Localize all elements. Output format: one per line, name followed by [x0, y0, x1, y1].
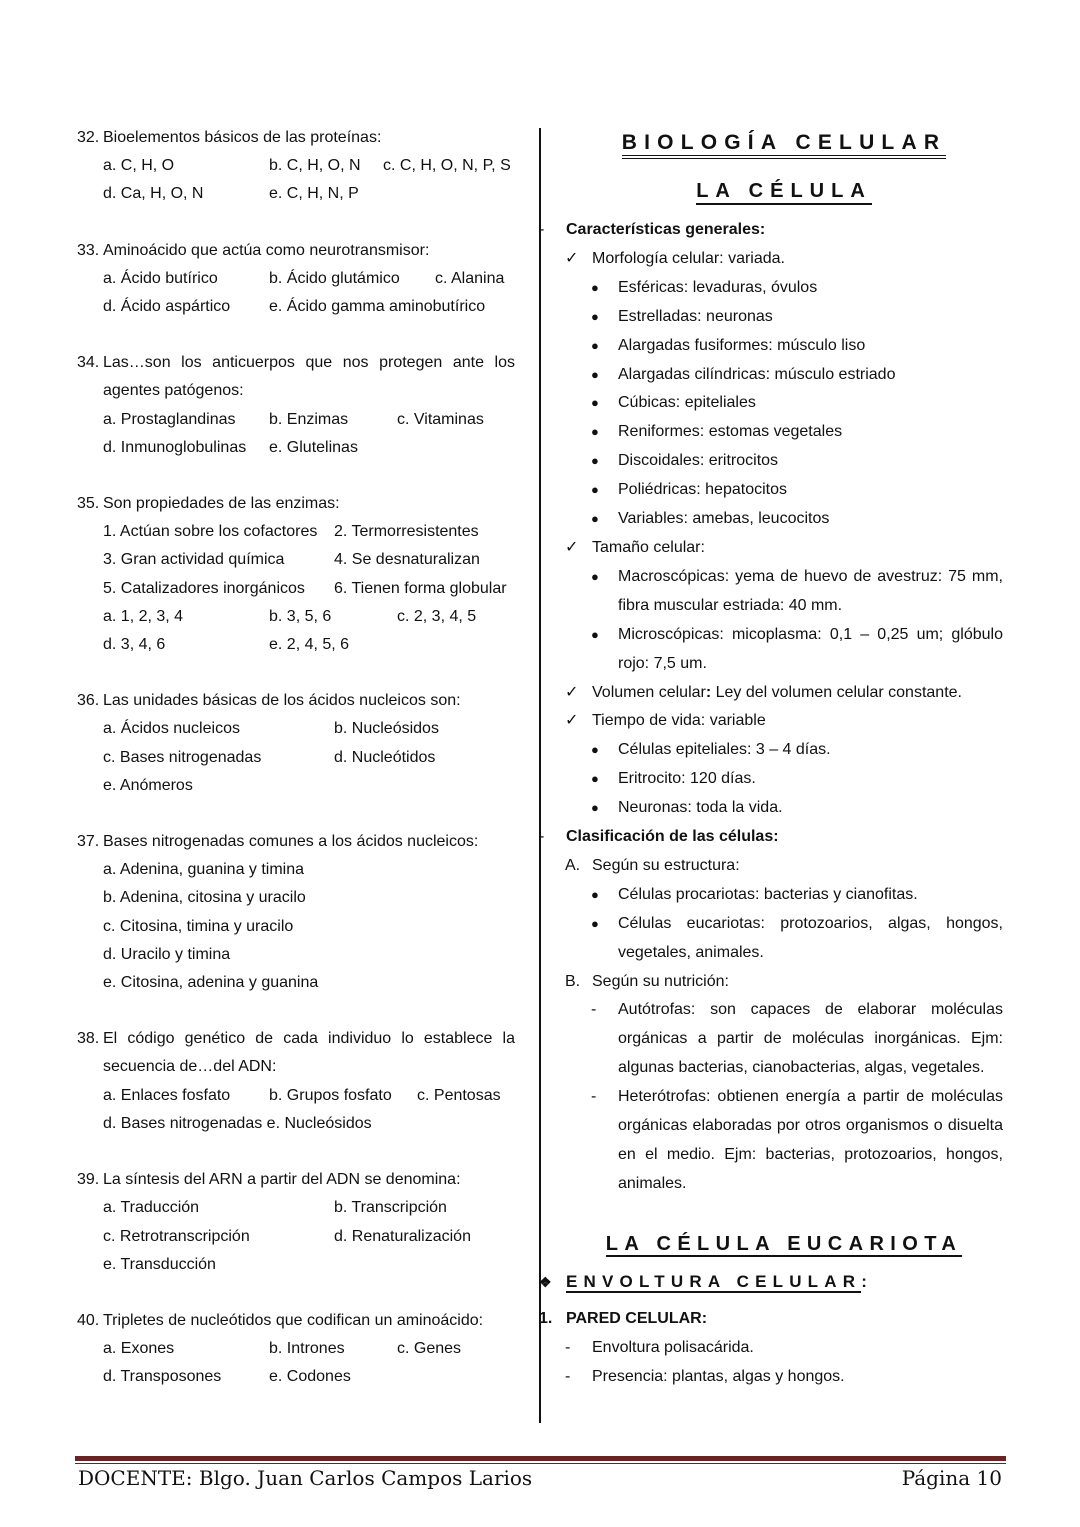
option: d. Transposones [103, 1368, 222, 1386]
option: d. Bases nitrogenadas e. Nucleósidos [103, 1114, 372, 1132]
list-item [565, 274, 1003, 303]
list-item [565, 765, 1003, 794]
volumen-label: Volumen celular [592, 683, 706, 701]
item-text: Presencia: plantas, algas y hongos. [592, 1367, 845, 1385]
question-number: 32. [77, 129, 100, 146]
list-item [565, 1334, 1003, 1363]
bullet-icon: ● [591, 337, 599, 353]
bullet-icon: ● [591, 915, 599, 931]
check-icon: ✓ [565, 712, 579, 730]
question-number: 40. [77, 1311, 100, 1329]
bullet-icon: ● [591, 395, 599, 411]
option: b. C, H, O, N [269, 157, 361, 175]
question-33 [77, 237, 515, 322]
notes-column [539, 124, 1003, 1392]
item-text: Heterótrofas: obtienen energía a partir de moléculas orgánicas elaboradas por otros organismos o disuelta en el medio. Ejm: bacterias, protozoarios, hongos, animales. [618, 1088, 1003, 1192]
list-item [565, 534, 1003, 563]
option: a. Ácidos nucleicos [103, 720, 240, 738]
subsection-title-text: ENVOLTURA CELULAR [566, 1271, 862, 1291]
page-title-text: BIOLOGÍA CELULAR [622, 131, 946, 159]
option: a. Adenina, guanina y timina [103, 861, 305, 879]
option: d. Nucleótidos [334, 748, 436, 766]
list-item [565, 332, 1003, 361]
question-36 [77, 687, 515, 800]
question-38 [77, 1025, 515, 1138]
option: a. 1, 2, 3, 4 [103, 607, 184, 625]
bullet-icon: ● [591, 482, 599, 498]
page-title [565, 128, 1003, 158]
section-title-text: LA CÉLULA [696, 180, 872, 205]
question-stem: Las unidades básicas de los ácidos nucleicos son: [103, 692, 461, 710]
item-text: Envoltura polisacárida. [592, 1338, 754, 1356]
list-item [565, 852, 1003, 881]
volumen-colon: : [705, 683, 712, 701]
option: a. Traducción [103, 1199, 200, 1217]
dash-icon: - [591, 1088, 597, 1106]
footer-author: DOCENTE: Blgo. Juan Carlos Campos Larios [78, 1466, 533, 1490]
question-stem: Aminoácido que actúa como neurotransmisor: [103, 241, 430, 259]
letter-marker: B. [565, 972, 581, 990]
list-item [565, 245, 1003, 274]
subsection-colon: : [861, 1271, 874, 1291]
option: b. Adenina, citosina y uracilo [103, 889, 306, 907]
check-icon: ✓ [565, 683, 579, 701]
item-text: Discoidales: eritrocitos [618, 452, 779, 470]
option: d. Ácido aspártico [103, 298, 231, 316]
section-title-eucariota [565, 1229, 1003, 1259]
list-item [565, 447, 1003, 476]
dash-icon: - [539, 221, 545, 238]
option: d. Uracilo y timina [103, 945, 231, 963]
tiempo-list [565, 736, 1003, 823]
option: b. Grupos fosfato [269, 1086, 392, 1104]
question-stem: Bioelementos básicos de las proteínas: [103, 129, 382, 146]
morfologia-list [565, 274, 1003, 534]
item-text: Microscópicas: micoplasma: 0,1 – 0,25 um; glóbulo rojo: 7,5 um. [618, 625, 1003, 672]
list-item [565, 736, 1003, 765]
item-text: Eritrocito: 120 días. [618, 770, 756, 788]
item-text: Reniformes: estomas vegetales [618, 423, 843, 441]
list-item [565, 476, 1003, 505]
question-number: 38. [77, 1030, 100, 1048]
list-item [565, 968, 1003, 997]
question-stem-line1: Las…son los anticuerpos que nos protegen ante los [103, 354, 515, 372]
dash-icon: - [591, 1001, 597, 1019]
option: b. Nucleósidos [334, 720, 439, 738]
question-stem: La síntesis del ARN a partir del ADN se denomina: [103, 1171, 461, 1189]
option: e. Citosina, adenina y guanina [103, 974, 319, 992]
list-item [565, 563, 1003, 621]
bullet-icon: ● [591, 771, 599, 787]
option: e. Codones [269, 1368, 351, 1386]
bullet-icon: ● [591, 279, 599, 295]
list-item [565, 361, 1003, 390]
item-text: Alargadas cilíndricas: músculo estriado [618, 365, 896, 383]
question-number: 35. [77, 495, 100, 513]
question-34 [77, 349, 515, 462]
option: c. 2, 3, 4, 5 [397, 607, 477, 625]
option: b. Intrones [269, 1340, 345, 1358]
option: b. 3, 5, 6 [269, 607, 332, 625]
question-39 [77, 1166, 515, 1279]
question-number: 36. [77, 692, 100, 710]
bullet-icon: ● [591, 308, 599, 324]
option: a. Prostaglandinas [103, 410, 236, 428]
item-text: Células eucariotas: protozoarios, algas, hongos, vegetales, animales. [618, 914, 1003, 961]
number-marker: 1. [539, 1309, 553, 1327]
option: c. Pentosas [417, 1086, 501, 1104]
list-item [565, 1363, 1003, 1392]
question-stem-line2: secuencia de…del ADN: [103, 1058, 277, 1076]
question-number: 33. [77, 241, 100, 259]
option: d. Inmunoglobulinas [103, 438, 247, 456]
list-item [565, 505, 1003, 534]
option: d. 3, 4, 6 [103, 636, 166, 654]
heading-caracteristicas [539, 216, 1003, 245]
item-text: Células procariotas: bacterias y cianofitas. [618, 885, 918, 903]
question-number: 39. [77, 1171, 100, 1189]
item-text: Macroscópicas: yema de huevo de avestruz: 75 mm, fibra muscular estriada: 40 mm. [618, 567, 1003, 614]
footer-rule-thick [75, 1456, 1006, 1461]
column-divider [539, 128, 541, 1423]
question-32 [77, 124, 515, 209]
bullet-icon: ● [591, 886, 599, 902]
option: d. Renaturalización [334, 1227, 471, 1245]
question-stem-line1: El código genético de cada individuo lo establece la [103, 1030, 515, 1048]
option: a. Exones [103, 1340, 175, 1358]
property: 4. Se desnaturalizan [334, 551, 480, 569]
bullet-icon: ● [591, 742, 599, 758]
item-text: Morfología celular: variada. [592, 249, 785, 267]
property: 5. Catalizadores inorgánicos [103, 579, 305, 597]
heading-text: Clasificación de las células: [566, 828, 779, 846]
volumen-text: Ley del volumen celular constante. [711, 683, 962, 701]
item-text: Esféricas: levaduras, óvulos [618, 278, 818, 296]
property: 2. Termorresistentes [334, 523, 479, 541]
option: e. Transducción [103, 1255, 216, 1273]
property: 3. Gran actividad química [103, 551, 285, 569]
list-item [565, 996, 1003, 1083]
section-title [565, 176, 1003, 206]
option: d. Ca, H, O, N [103, 185, 204, 203]
option: c. Vitaminas [397, 410, 484, 428]
subsection-envoltura [539, 1267, 1003, 1297]
letter-marker: A. [565, 856, 581, 874]
question-35 [77, 490, 515, 659]
bullet-icon: ● [591, 366, 599, 382]
item-text: Alargadas fusiformes: músculo liso [618, 336, 866, 354]
option: b. Transcripción [334, 1199, 447, 1217]
question-number: 37. [77, 833, 100, 851]
question-stem: Bases nitrogenadas comunes a los ácidos nucleicos: [103, 833, 479, 851]
dash-icon: - [565, 1338, 571, 1356]
list-item [565, 794, 1003, 823]
dash-icon: - [539, 828, 545, 846]
option: c. Bases nitrogenadas [103, 748, 262, 766]
list-item [565, 418, 1003, 447]
option: e. C, H, N, P [269, 185, 359, 203]
question-number: 34. [77, 354, 100, 372]
check-icon: ✓ [565, 249, 579, 267]
estructura-list [565, 881, 1003, 968]
option: b. Enzimas [269, 410, 349, 428]
option: e. Glutelinas [269, 438, 358, 456]
list-item [565, 389, 1003, 418]
tamano-list [565, 563, 1003, 679]
item-text: Cúbicas: epiteliales [618, 394, 756, 412]
bullet-icon: ● [591, 424, 599, 440]
item-text: Autótrofas: son capaces de elaborar moléculas orgánicas a partir de moléculas inorgánicas. Ejm: algunas bacterias, cianobacterias, algas, vegetales. [618, 1001, 1003, 1077]
question-40 [77, 1307, 515, 1392]
heading-text: PARED CELULAR: [566, 1309, 708, 1327]
nutricion-list [565, 996, 1003, 1198]
option: e. 2, 4, 5, 6 [269, 636, 350, 654]
pared-list [565, 1334, 1003, 1392]
question-stem-line2: agentes patógenos: [103, 382, 244, 400]
option: c. C, H, O, N, P, S [383, 157, 511, 175]
list-item [565, 679, 1003, 708]
item-text [592, 679, 1003, 708]
bullet-icon: ● [591, 568, 599, 584]
question-stem: Son propiedades de las enzimas: [103, 495, 340, 513]
question-37 [77, 828, 515, 997]
property: 1. Actúan sobre los cofactores [103, 523, 318, 541]
bullet-icon: ● [591, 800, 599, 816]
bullet-icon: ● [591, 626, 599, 642]
property: 6. Tienen forma globular [334, 579, 507, 597]
footer-rule-thin [75, 1463, 1006, 1464]
option: a. Ácido butírico [103, 269, 218, 287]
option: c. Alanina [435, 269, 505, 287]
questions-column [77, 124, 515, 1420]
item-text: Según su nutrición: [592, 972, 729, 990]
option: a. Enlaces fosfato [103, 1086, 231, 1104]
option: c. Retrotranscripción [103, 1227, 250, 1245]
footer-page-number: Página 10 [901, 1466, 1002, 1490]
question-stem: Tripletes de nucleótidos que codifican un aminoácido: [103, 1311, 484, 1329]
heading-clasificacion [539, 823, 1003, 852]
option: c. Genes [397, 1340, 462, 1358]
list-item [565, 1083, 1003, 1199]
diamond-bullet-icon: ❖ [539, 1273, 552, 1290]
list-item [565, 881, 1003, 910]
section-title-text: LA CÉLULA EUCARIOTA [605, 1232, 963, 1255]
list-item [565, 910, 1003, 968]
option: b. Ácido glutámico [269, 269, 400, 287]
list-item [565, 707, 1003, 736]
item-text: Poliédricas: hepatocitos [618, 481, 787, 499]
item-text: Tamaño celular: [592, 538, 705, 556]
list-item [565, 303, 1003, 332]
option: e. Anómeros [103, 776, 193, 794]
heading-text: Características generales: [566, 221, 766, 238]
bullet-icon: ● [591, 511, 599, 527]
option: c. Citosina, timina y uracilo [103, 917, 294, 935]
item-text: Neuronas: toda la vida. [618, 799, 783, 817]
item-text: Estrelladas: neuronas [618, 307, 773, 325]
item-text: Según su estructura: [592, 856, 740, 874]
heading-pared [539, 1305, 1003, 1334]
dash-icon: - [565, 1367, 571, 1385]
list-item [565, 621, 1003, 679]
item-text: Células epiteliales: 3 – 4 días. [618, 741, 831, 759]
check-icon: ✓ [565, 538, 579, 556]
option: e. Ácido gamma aminobutírico [269, 298, 486, 316]
option: a. C, H, O [103, 157, 175, 175]
item-text: Tiempo de vida: variable [592, 712, 766, 730]
bullet-icon: ● [591, 453, 599, 469]
item-text: Variables: amebas, leucocitos [618, 510, 830, 528]
